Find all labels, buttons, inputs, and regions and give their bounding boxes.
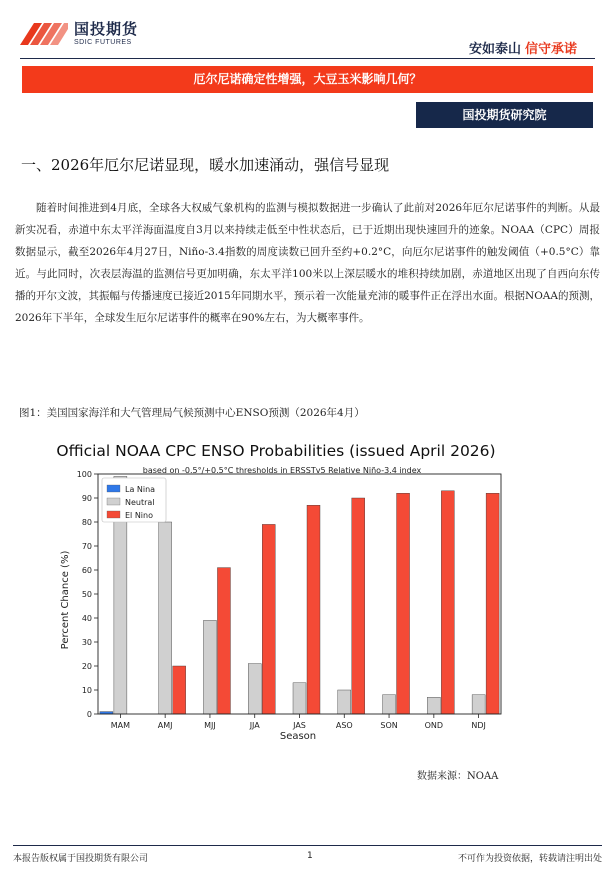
y-tick-label: 60 bbox=[81, 566, 92, 575]
bar-el-nino-mjj bbox=[217, 568, 230, 714]
body-paragraph: 随着时间推进到4月底，全球各大权威气象机构的监测与模拟数据进一步确认了此前对2026年厄尔尼诺事件的判断。从最新实况看，赤道中东太平洋海面温度自3月以来持续走低至中性状态后，已于近期出现快速回升的迹象。NOAA（CPC）周报数据显示，截至2026年4月27日，Niño-3.4指数的周度读数已回升至约+0.2°C，向厄尔尼诺事件的触发阈值（+0.5°C）靠近。与此同时，次表层海温的监测信号更加明确，东太平洋100米以上深层暖水的堆积持续加剧，赤道地区出现了自西向东传播的开尔文波，其振幅与传播速度已接近2015年同期水平，预示着一次能量充沛的暖事件正在浮出水面。根据NOAA的预测，2026年下半年，全球发生厄尔尼诺事件的概率在90%左右，为大概率事件。 bbox=[15, 202, 600, 324]
x-tick-label: OND bbox=[424, 721, 444, 730]
bar-neutral-son bbox=[383, 695, 396, 714]
footer-disclaimer: 不可作为投资依据，转载请注明出处 bbox=[457, 854, 602, 864]
company-logo bbox=[20, 22, 138, 46]
y-tick-label: 100 bbox=[76, 470, 92, 479]
legend-label-neutral: Neutral bbox=[125, 498, 155, 507]
y-tick-label: 70 bbox=[81, 542, 92, 551]
logo-mark-icon bbox=[20, 23, 68, 45]
bar-neutral-aso bbox=[338, 690, 351, 714]
slogan bbox=[469, 38, 577, 57]
chart-subtitle: based on -0.5°/+0.5°C thresholds in ERSSTv5 Relative Niño-3.4 index bbox=[142, 466, 422, 475]
legend-swatch-neutral bbox=[107, 498, 120, 505]
y-tick-label: 0 bbox=[86, 710, 92, 719]
bar-el-nino-son bbox=[397, 493, 410, 714]
bar-el-nino-ndj bbox=[486, 493, 499, 714]
y-tick-label: 30 bbox=[81, 638, 92, 647]
slogan-part-1: 安如泰山 bbox=[468, 42, 521, 57]
header-divider bbox=[20, 58, 595, 59]
x-tick-label: ASO bbox=[335, 721, 353, 730]
y-tick-label: 90 bbox=[81, 494, 92, 503]
footer-divider bbox=[13, 845, 602, 846]
bar-neutral-jja bbox=[248, 664, 261, 714]
bar-el-nino-ond bbox=[441, 491, 454, 714]
legend-swatch-la-nina bbox=[107, 485, 120, 492]
chart-title: Official NOAA CPC ENSO Probabilities (issued April 2026) bbox=[56, 442, 496, 460]
x-tick-label: NDJ bbox=[471, 721, 486, 730]
enso-probability-chart bbox=[56, 432, 506, 748]
y-tick-label: 50 bbox=[81, 590, 92, 599]
page-number: 1 bbox=[307, 851, 313, 861]
y-tick-label: 20 bbox=[81, 662, 92, 671]
legend-label-la-nina: La Nina bbox=[125, 485, 156, 494]
x-tick-label: SON bbox=[380, 721, 398, 730]
y-tick-label: 10 bbox=[81, 686, 92, 695]
page-header bbox=[0, 0, 615, 64]
research-dept-badge: 国投期货研究院 bbox=[416, 102, 593, 128]
slogan-part-2: 信守承诺 bbox=[524, 42, 577, 57]
x-axis-label: Season bbox=[279, 731, 317, 742]
bar-neutral-amj bbox=[159, 522, 172, 714]
x-tick-label: JJA bbox=[249, 721, 260, 730]
data-source-note: 数据来源：NOAA bbox=[417, 771, 499, 782]
y-axis-label: Percent Chance (%) bbox=[60, 550, 71, 650]
bar-neutral-jas bbox=[293, 683, 306, 714]
x-tick-label: MAM bbox=[110, 721, 131, 730]
y-tick-label: 80 bbox=[81, 518, 92, 527]
bar-neutral-ond bbox=[427, 697, 440, 714]
x-tick-label: AMJ bbox=[157, 721, 173, 730]
logo-name-cn: 国投期货 bbox=[74, 20, 139, 38]
legend-swatch-el-nino bbox=[107, 511, 120, 518]
x-tick-label: MJJ bbox=[204, 721, 216, 730]
legend-label-el-nino: El Nino bbox=[125, 511, 153, 520]
bar-el-nino-jja bbox=[262, 524, 275, 714]
bar-el-nino-jas bbox=[307, 505, 320, 714]
bar-neutral-ndj bbox=[472, 695, 485, 714]
y-tick-label: 40 bbox=[81, 614, 92, 623]
bar-el-nino-aso bbox=[352, 498, 365, 714]
bar-neutral-mjj bbox=[203, 620, 216, 714]
bar-el-nino-amj bbox=[173, 666, 186, 714]
figure-caption: 图1：美国国家海洋和大气管理局气候预测中心ENSO预测（2026年4月） bbox=[19, 407, 365, 419]
footer-copyright: 本报告版权属于国投期货有限公司 bbox=[13, 854, 149, 864]
report-title-banner: 厄尔尼诺确定性增强，大豆玉米影响几何？ bbox=[22, 66, 593, 93]
logo-name-en: SDIC FUTURES bbox=[74, 39, 132, 46]
x-tick-label: JAS bbox=[293, 721, 306, 730]
section-heading: 一、2026年厄尔尼诺显现，暖水加速涌动，强信号显现 bbox=[21, 156, 390, 174]
